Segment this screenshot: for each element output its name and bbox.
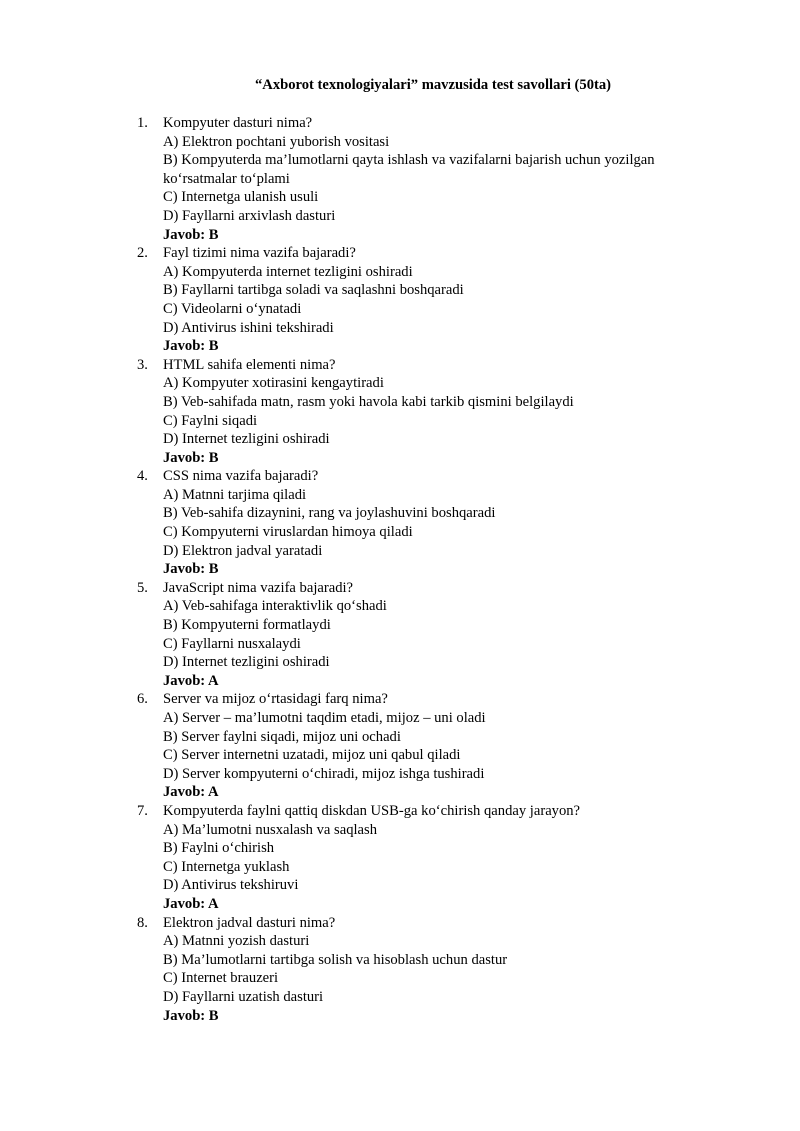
question-list bbox=[0, 114, 800, 1025]
answer-option: C) Fayllarni nusxalaydi bbox=[163, 635, 301, 652]
answer-option: B) Ma’lumotlarni tartibga solish va hisoblash uchun dastur bbox=[163, 951, 508, 968]
answer-option: D) Antivirus ishini tekshiradi bbox=[163, 319, 334, 336]
answer-option: A) Elektron pochtani yuborish vositasi bbox=[163, 133, 390, 150]
answer-option: A) Ma’lumotni nusxalash va saqlash bbox=[163, 821, 378, 838]
question-item bbox=[0, 690, 800, 802]
question-text: JavaScript nima vazifa bajaradi? bbox=[163, 579, 354, 596]
answer-option: A) Kompyuter xotirasini kengaytiradi bbox=[163, 375, 384, 392]
answer-option: D) Fayllarni uzatish dasturi bbox=[163, 988, 324, 1005]
question-body bbox=[163, 579, 723, 691]
answer-option: D) Elektron jadval yaratadi bbox=[163, 542, 323, 559]
answer-option: C) Internetga yuklash bbox=[163, 858, 290, 875]
answer-option: A) Matnni yozish dasturi bbox=[163, 933, 310, 950]
answer-option: C) Faylni siqadi bbox=[163, 412, 258, 429]
answer-option: B) Kompyuterda ma’lumotlarni qayta ishlash va vazifalarni bajarish uchun yozilgan ko‘rsatmalar to‘plami bbox=[163, 152, 655, 187]
question-number: 4. bbox=[137, 468, 148, 485]
question-text: HTML sahifa elementi nima? bbox=[163, 356, 336, 373]
answer-option: D) Server kompyuterni o‘chiradi, mijoz ishga tushiradi bbox=[163, 765, 485, 782]
question-body bbox=[163, 690, 723, 802]
correct-answer: Javob: B bbox=[163, 338, 219, 355]
correct-answer: Javob: A bbox=[163, 672, 219, 689]
answer-option: C) Server internetni uzatadi, mijoz uni qabul qiladi bbox=[163, 747, 461, 764]
answer-option: D) Internet tezligini oshiradi bbox=[163, 431, 330, 448]
correct-answer: Javob: B bbox=[163, 226, 219, 243]
question-item bbox=[0, 914, 800, 1026]
answer-option: A) Matnni tarjima qiladi bbox=[163, 486, 307, 503]
answer-option: B) Fayllarni tartibga soladi va saqlashni boshqaradi bbox=[163, 282, 464, 299]
question-number: 7. bbox=[137, 802, 148, 819]
correct-answer: Javob: B bbox=[163, 561, 219, 578]
question-text: Fayl tizimi nima vazifa bajaradi? bbox=[163, 245, 356, 262]
question-number: 8. bbox=[137, 914, 148, 931]
answer-option: D) Antivirus tekshiruvi bbox=[163, 877, 299, 894]
question-body bbox=[163, 914, 723, 1026]
question-body bbox=[163, 467, 723, 579]
answer-option: A) Kompyuterda internet tezligini oshiradi bbox=[163, 263, 413, 280]
question-number: 1. bbox=[137, 115, 148, 131]
question-body bbox=[163, 114, 723, 244]
answer-option: C) Internetga ulanish usuli bbox=[163, 189, 319, 206]
question-item bbox=[0, 579, 800, 691]
answer-option: C) Videolarni o‘ynatadi bbox=[163, 300, 302, 317]
question-body bbox=[163, 802, 723, 914]
answer-option: A) Veb-sahifaga interaktivlik qo‘shadi bbox=[163, 598, 387, 615]
answer-option: D) Fayllarni arxivlash dasturi bbox=[163, 207, 336, 224]
document-title: “Axborot texnologiyalari” mavzusida test savollari (50ta) bbox=[254, 77, 612, 93]
question-text: Elektron jadval dasturi nima? bbox=[163, 914, 336, 931]
question-body bbox=[163, 356, 723, 468]
question-text: Server va mijoz o‘rtasidagi farq nima? bbox=[163, 691, 388, 708]
correct-answer: Javob: A bbox=[163, 784, 219, 801]
question-item bbox=[0, 244, 800, 356]
answer-option: D) Internet tezligini oshiradi bbox=[163, 654, 330, 671]
answer-option: B) Veb-sahifada matn, rasm yoki havola kabi tarkib qismini belgilaydi bbox=[163, 393, 574, 410]
answer-option: B) Faylni o‘chirish bbox=[163, 840, 275, 857]
question-item bbox=[0, 114, 800, 244]
answer-option: B) Server faylni siqadi, mijoz uni ochadi bbox=[163, 728, 401, 745]
answer-option: C) Kompyuterni viruslardan himoya qiladi bbox=[163, 524, 413, 541]
question-number: 6. bbox=[137, 691, 148, 708]
correct-answer: Javob: B bbox=[163, 449, 219, 466]
question-item bbox=[0, 356, 800, 468]
question-text: Kompyuterda faylni qattiq diskdan USB-ga ko‘chirish qanday jarayon? bbox=[163, 802, 581, 819]
question-text: Kompyuter dasturi nima? bbox=[163, 115, 313, 131]
question-text: CSS nima vazifa bajaradi? bbox=[163, 468, 319, 485]
question-number: 5. bbox=[137, 579, 148, 596]
answer-option: B) Kompyuterni formatlaydi bbox=[163, 617, 331, 634]
answer-option: A) Server – ma’lumotni taqdim etadi, mijoz – uni oladi bbox=[163, 710, 486, 726]
question-body bbox=[163, 244, 723, 356]
question-item bbox=[0, 467, 800, 579]
question-number: 3. bbox=[137, 356, 148, 373]
answer-option: B) Veb-sahifa dizaynini, rang va joylashuvini boshqaradi bbox=[163, 505, 496, 522]
correct-answer: Javob: B bbox=[163, 1007, 219, 1024]
question-number: 2. bbox=[137, 245, 148, 262]
correct-answer: Javob: A bbox=[163, 895, 219, 912]
answer-option: C) Internet brauzeri bbox=[163, 970, 279, 987]
question-item bbox=[0, 802, 800, 914]
